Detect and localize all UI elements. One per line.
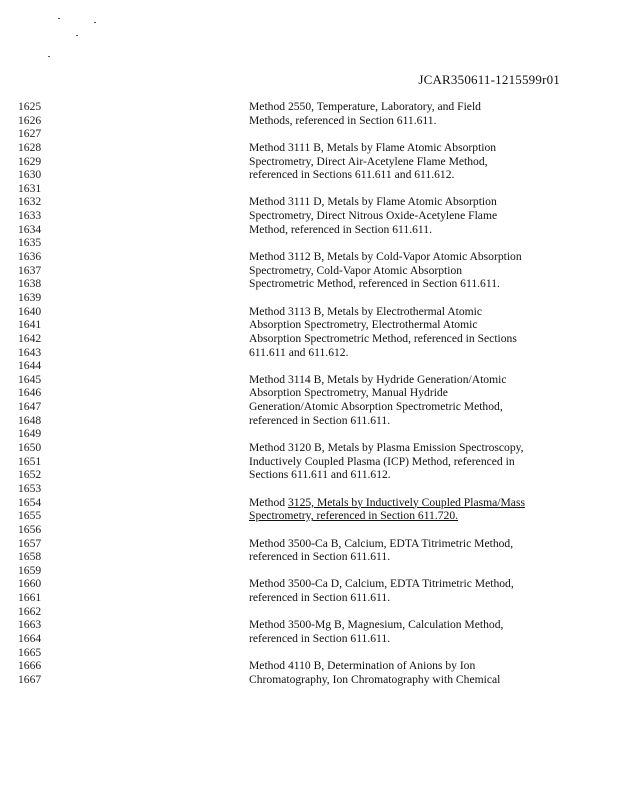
line-text: Method 3112 B, Metals by Cold-Vapor Atomic Absorption [249, 250, 522, 264]
line-text: referenced in Section 611.611. [249, 631, 391, 645]
line-text: 611.611 and 611.612. [249, 345, 349, 359]
line-text: Spectrometry, Cold-Vapor Atomic Absorption [249, 263, 463, 277]
document-line [0, 114, 619, 128]
line-text: Absorption Spectrometric Method, referenced in Sections [249, 331, 517, 345]
document-line [0, 482, 619, 496]
document-line [0, 100, 619, 114]
document-line [0, 373, 619, 387]
line-number: 1644 [18, 359, 42, 373]
line-number: 1628 [18, 140, 42, 154]
line-number: 1654 [18, 495, 42, 509]
document-line [0, 673, 619, 687]
line-text: Method 3500-Mg B, Magnesium, Calculation Method, [249, 618, 504, 632]
line-number: 1667 [18, 672, 42, 686]
line-number: 1653 [18, 481, 42, 495]
document-line [0, 618, 619, 632]
document-line [0, 332, 619, 346]
line-number: 1635 [18, 236, 42, 250]
line-number: 1657 [18, 536, 42, 550]
document-id: JCAR350611-1215599r01 [418, 72, 560, 87]
document-line [0, 386, 619, 400]
line-text: Method 2550, Temperature, Laboratory, and Field [249, 100, 481, 113]
line-number: 1647 [18, 400, 42, 414]
scan-specks [40, 14, 120, 64]
line-text: Methods, referenced in Section 611.611. [249, 113, 437, 127]
line-number: 1648 [18, 413, 42, 427]
line-number: 1629 [18, 154, 42, 168]
document-line [0, 305, 619, 319]
document-line [0, 455, 619, 469]
line-number: 1634 [18, 222, 42, 236]
line-number: 1661 [18, 591, 42, 605]
document-line [0, 427, 619, 441]
document-line [0, 250, 619, 264]
line-number: 1659 [18, 563, 42, 577]
document-line [0, 168, 619, 182]
document-line [0, 195, 619, 209]
document-line [0, 468, 619, 482]
line-text: referenced in Sections 611.611 and 611.612. [249, 168, 455, 182]
line-number: 1637 [18, 263, 42, 277]
line-text: Method 3113 B, Metals by Electrothermal Atomic [249, 304, 483, 318]
document-line [0, 346, 619, 360]
document-line [0, 127, 619, 141]
document-line [0, 441, 619, 455]
line-number: 1649 [18, 427, 42, 441]
line-number: 1642 [18, 331, 42, 345]
line-text: referenced in Section 611.611. [249, 591, 391, 605]
document-line [0, 155, 619, 169]
line-text: referenced in Section 611.611. [249, 550, 391, 564]
line-text: Spectrometric Method, referenced in Section 611.611. [249, 277, 500, 291]
line-text-lead: Method [249, 495, 288, 509]
line-text: Method 3111 D, Metals by Flame Atomic Absorption [249, 195, 497, 209]
document-line [0, 523, 619, 537]
document-line [0, 605, 619, 619]
document-line [0, 182, 619, 196]
line-number: 1656 [18, 522, 42, 536]
document-line [0, 359, 619, 373]
line-number: 1651 [18, 454, 42, 468]
line-number: 1631 [18, 181, 42, 195]
line-number: 1640 [18, 304, 42, 318]
line-text: Sections 611.611 and 611.612. [249, 468, 391, 482]
document-line [0, 236, 619, 250]
document-line [0, 141, 619, 155]
document-line [0, 564, 619, 578]
line-text: Inductively Coupled Plasma (ICP) Method, referenced in [249, 454, 515, 468]
line-text: Method 3114 B, Metals by Hydride Generation/Atomic [249, 372, 507, 386]
document-line [0, 209, 619, 223]
document-body [0, 100, 619, 687]
line-number: 1652 [18, 468, 42, 482]
line-number: 1660 [18, 577, 42, 591]
document-line [0, 277, 619, 291]
line-number: 1641 [18, 318, 42, 332]
line-number: 1632 [18, 195, 42, 209]
line-number: 1636 [18, 250, 42, 264]
line-text: Method 3111 B, Metals by Flame Atomic Absorption [249, 140, 497, 154]
line-number: 1643 [18, 345, 42, 359]
document-line [0, 264, 619, 278]
line-text: Spectrometry, Direct Air-Acetylene Flame Method, [249, 154, 488, 168]
line-number: 1664 [18, 631, 42, 645]
line-number: 1658 [18, 550, 42, 564]
document-line [0, 291, 619, 305]
line-text: Method 4110 B, Determination of Anions by Ion [249, 659, 476, 673]
line-text: Chromatography, Ion Chromatography with Chemical [249, 672, 501, 686]
line-number: 1645 [18, 372, 42, 386]
line-text: Method 3500-Ca D, Calcium, EDTA Titrimetric Method, [249, 577, 514, 591]
document-line [0, 223, 619, 237]
line-number: 1639 [18, 290, 42, 304]
line-number: 1625 [18, 100, 42, 113]
line-text: Method 3500-Ca B, Calcium, EDTA Titrimetric Method, [249, 536, 514, 550]
line-text: Absorption Spectrometry, Electrothermal Atomic [249, 318, 478, 332]
line-number: 1646 [18, 386, 42, 400]
document-line [0, 632, 619, 646]
line-number: 1650 [18, 441, 42, 455]
document-line [0, 550, 619, 564]
document-line [0, 577, 619, 591]
line-text: Generation/Atomic Absorption Spectrometric Method, [249, 400, 503, 414]
line-text: Absorption Spectrometry, Manual Hydride [249, 386, 448, 400]
document-line [0, 509, 619, 523]
line-number: 1626 [18, 113, 42, 127]
line-text: Method, referenced in Section 611.611. [249, 222, 432, 236]
document-line [0, 400, 619, 414]
line-text: Spectrometry, Direct Nitrous Oxide-Acetylene Flame [249, 209, 498, 223]
line-text: referenced in Section 611.611. [249, 413, 391, 427]
line-number: 1630 [18, 168, 42, 182]
line-number: 1638 [18, 277, 42, 291]
line-number: 1627 [18, 127, 42, 141]
line-number: 1665 [18, 645, 42, 659]
document-line [0, 318, 619, 332]
line-number: 1663 [18, 618, 42, 632]
document-line [0, 646, 619, 660]
line-text-inserted: 3125, Metals by Inductively Coupled Plasma/Mass [287, 495, 525, 509]
document-line [0, 591, 619, 605]
line-number: 1633 [18, 209, 42, 223]
document-line [0, 659, 619, 673]
document-line [0, 496, 619, 510]
line-text: Spectrometry, referenced in Section 611.720. [249, 509, 459, 523]
document-line [0, 537, 619, 551]
line-text: Method 3120 B, Metals by Plasma Emission Spectroscopy, [249, 441, 524, 455]
line-number: 1666 [18, 659, 42, 673]
document-line [0, 414, 619, 428]
line-number: 1662 [18, 604, 42, 618]
line-text [249, 496, 525, 510]
line-number: 1655 [18, 509, 42, 523]
